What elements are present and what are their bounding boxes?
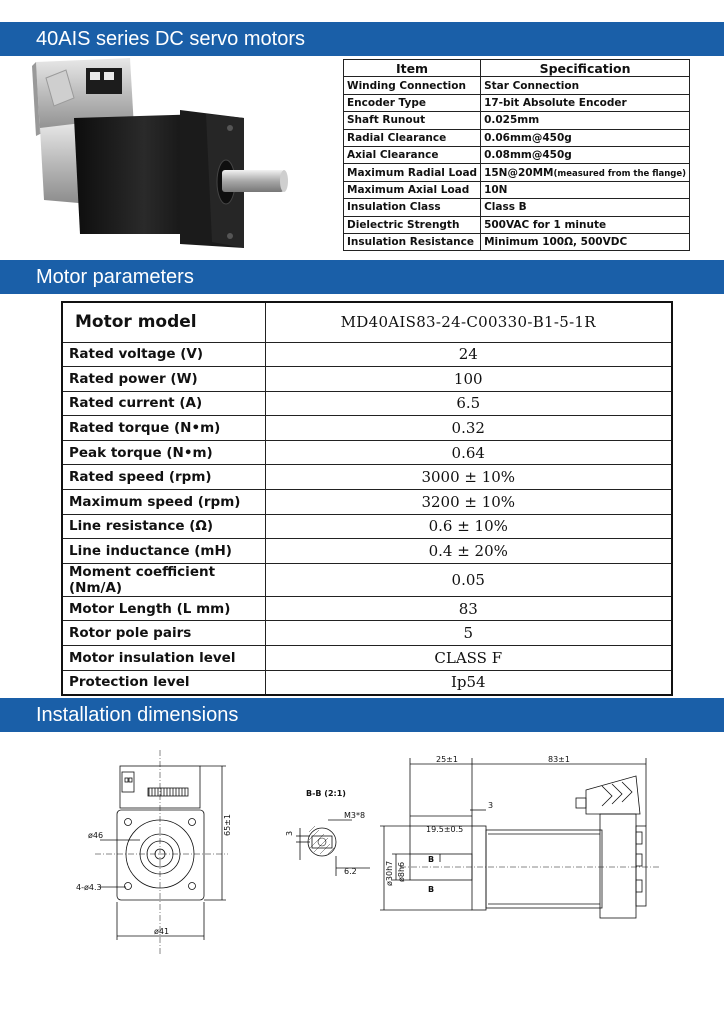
param-value: 3000 ± 10%: [265, 465, 672, 490]
param-value: 0.64: [265, 440, 672, 465]
param-label: Rated speed (rpm): [62, 465, 265, 490]
spec-item: Shaft Runout: [344, 112, 481, 129]
spec-value: 500VAC for 1 minute: [481, 216, 690, 233]
dim-key-length: 19.5±0.5: [426, 825, 464, 834]
dim-flange-diameter: ø46: [88, 831, 104, 840]
param-value: 3200 ± 10%: [265, 490, 672, 515]
param-value: 0.4 ± 20%: [265, 539, 672, 564]
param-label: Maximum speed (rpm): [62, 490, 265, 515]
section-banner-parameters: Motor parameters: [0, 260, 724, 294]
param-value: 0.32: [265, 416, 672, 441]
table-row: [62, 367, 672, 392]
param-value: 0.6 ± 10%: [265, 514, 672, 539]
spec-value: 0.06mm@450g: [481, 129, 690, 146]
table-row: [344, 112, 690, 129]
param-value: 24: [265, 342, 672, 367]
table-row: [344, 129, 690, 146]
param-label: Rotor pole pairs: [62, 621, 265, 646]
table-row: [62, 391, 672, 416]
table-row: [344, 146, 690, 163]
param-label: Motor insulation level: [62, 646, 265, 671]
spec-header-item: Item: [344, 60, 481, 77]
dim-spigot-depth: 3: [488, 801, 494, 810]
spec-value: Minimum 100Ω, 500VDC: [481, 233, 690, 250]
table-row: [62, 596, 672, 621]
spec-table: [343, 59, 690, 251]
spec-value: Class B: [481, 199, 690, 216]
section-view: [296, 820, 370, 876]
dim-section-depth: 6.2: [344, 867, 357, 876]
spec-value: 17-bit Absolute Encoder: [481, 94, 690, 111]
table-row: [344, 164, 690, 181]
dim-motor-length: 83±1: [548, 755, 570, 764]
spec-value: 0.08mm@450g: [481, 146, 690, 163]
spec-header-specification: Specification: [481, 60, 690, 77]
spec-value-note: (measured from the flange): [553, 168, 687, 179]
param-value: Ip54: [265, 670, 672, 695]
param-label: Rated current (A): [62, 391, 265, 416]
param-label: Motor model: [62, 302, 265, 342]
dim-shaft-diameter: ø8h6: [397, 861, 406, 882]
table-row: [62, 563, 672, 596]
table-row: [344, 216, 690, 233]
section-title: B-B (2:1): [306, 789, 346, 798]
section-mark-top: B: [428, 855, 435, 864]
param-value: 100: [265, 367, 672, 392]
spec-item: Insulation Class: [344, 199, 481, 216]
table-row: [344, 233, 690, 250]
spec-value: [481, 164, 690, 181]
spec-item: Maximum Radial Load: [344, 164, 481, 181]
table-row: [344, 77, 690, 94]
param-label: Peak torque (N•m): [62, 440, 265, 465]
table-row: [62, 465, 672, 490]
param-value: 6.5: [265, 391, 672, 416]
param-label: Rated torque (N•m): [62, 416, 265, 441]
param-label: Line resistance (Ω): [62, 514, 265, 539]
table-row: [344, 181, 690, 198]
spec-table-header: [344, 60, 690, 77]
param-value: 5: [265, 621, 672, 646]
dim-front-width: ø41: [154, 927, 170, 936]
param-label: Rated voltage (V): [62, 342, 265, 367]
param-label: Line inductance (mH): [62, 539, 265, 564]
servo-motor-image: [30, 58, 310, 248]
param-value: 0.05: [265, 563, 672, 596]
table-row: [62, 670, 672, 695]
table-row: [62, 646, 672, 671]
param-label: Protection level: [62, 670, 265, 695]
table-row: [344, 199, 690, 216]
motor-parameters-table: [61, 301, 673, 696]
spec-value-main: 15N@20MM: [484, 166, 554, 179]
installation-drawing: [0, 736, 724, 996]
param-value: CLASS F: [265, 646, 672, 671]
table-row: [344, 94, 690, 111]
section-banner-installation: Installation dimensions: [0, 698, 724, 732]
dim-section-screw: M3*8: [344, 811, 366, 820]
section-banner-series: 40AIS series DC servo motors: [0, 22, 724, 56]
spec-item: Dielectric Strength: [344, 216, 481, 233]
spec-item: Axial Clearance: [344, 146, 481, 163]
spec-item: Insulation Resistance: [344, 233, 481, 250]
table-row: [62, 342, 672, 367]
table-row: [62, 621, 672, 646]
side-view: [380, 758, 660, 918]
dim-section-key: 3: [285, 830, 294, 836]
spec-value: 0.025mm: [481, 112, 690, 129]
spec-item: Maximum Axial Load: [344, 181, 481, 198]
spec-item: Winding Connection: [344, 77, 481, 94]
param-label: Motor Length (L mm): [62, 596, 265, 621]
dim-spigot-diameter: ø30h7: [385, 860, 394, 886]
table-row-header: [62, 302, 672, 342]
dim-shaft-length: 25±1: [436, 755, 458, 764]
table-row: [62, 514, 672, 539]
table-row: [62, 539, 672, 564]
dim-mounting-holes: 4-ø4.3: [76, 883, 102, 892]
dim-front-height: 65±1: [223, 814, 232, 836]
spec-value: Star Connection: [481, 77, 690, 94]
table-row: [62, 440, 672, 465]
spec-item: Radial Clearance: [344, 129, 481, 146]
table-row: [62, 490, 672, 515]
spec-item: Encoder Type: [344, 94, 481, 111]
param-value: MD40AIS83-24-C00330-B1-5-1R: [265, 302, 672, 342]
table-row: [62, 416, 672, 441]
section-mark-bottom: B: [428, 885, 435, 894]
front-view: [95, 750, 228, 956]
spec-value: 10N: [481, 181, 690, 198]
param-label: Moment coefficient (Nm/A): [62, 563, 265, 596]
param-value: 83: [265, 596, 672, 621]
param-label: Rated power (W): [62, 367, 265, 392]
